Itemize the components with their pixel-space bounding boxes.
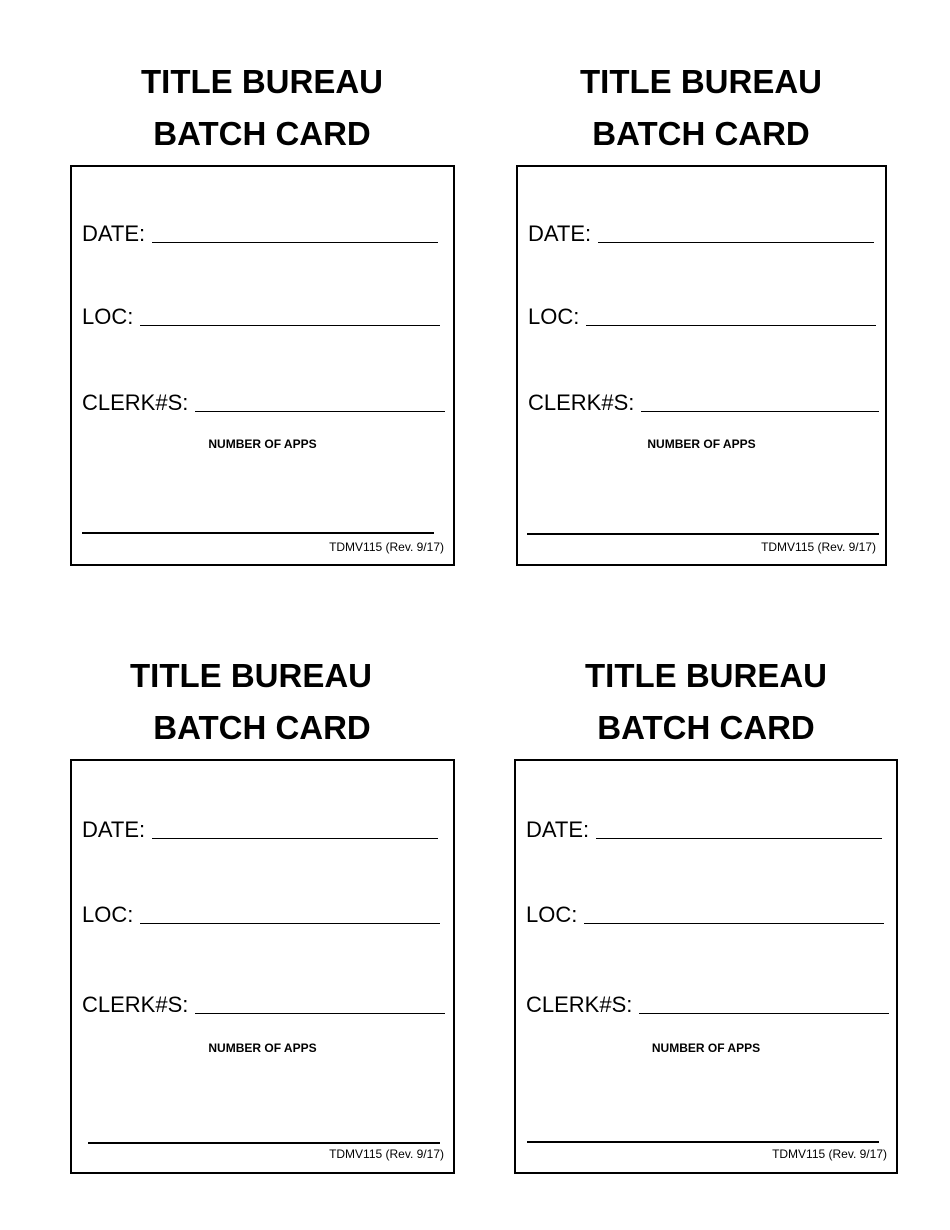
date-field[interactable] xyxy=(526,817,882,843)
clerk-field[interactable] xyxy=(528,390,879,416)
loc-field[interactable] xyxy=(526,902,884,928)
apps-signature-line[interactable] xyxy=(527,533,879,535)
clerk-label: CLERK#S: xyxy=(82,992,189,1017)
clerk-label: CLERK#S: xyxy=(528,390,635,415)
clerk-line[interactable] xyxy=(639,997,889,1014)
date-field[interactable] xyxy=(82,221,438,247)
title-line-1: TITLE BUREAU xyxy=(580,63,822,100)
title-line-1: TITLE BUREAU xyxy=(585,657,827,694)
loc-label: LOC: xyxy=(526,902,578,927)
title-line-2: BATCH CARD xyxy=(597,709,815,746)
number-of-apps-label: NUMBER OF APPS xyxy=(651,1041,761,1055)
card-box xyxy=(516,165,887,566)
date-field[interactable] xyxy=(82,817,438,843)
clerk-field[interactable] xyxy=(526,992,889,1018)
apps-signature-line[interactable] xyxy=(82,532,434,534)
form-id: TDMV115 (Rev. 9/17) xyxy=(772,1147,887,1161)
clerk-label: CLERK#S: xyxy=(82,390,189,415)
apps-signature-line[interactable] xyxy=(527,1141,879,1143)
form-id: TDMV115 (Rev. 9/17) xyxy=(329,540,444,554)
date-label: DATE: xyxy=(82,221,146,246)
title-line-1: TITLE BUREAU xyxy=(141,63,383,100)
date-field[interactable] xyxy=(528,221,874,247)
date-line[interactable] xyxy=(596,822,882,839)
loc-label: LOC: xyxy=(82,304,134,329)
loc-label: LOC: xyxy=(82,902,134,927)
loc-field[interactable] xyxy=(82,902,440,928)
form-id: TDMV115 (Rev. 9/17) xyxy=(761,540,876,554)
loc-line[interactable] xyxy=(140,907,440,924)
title-line-2: BATCH CARD xyxy=(153,115,371,152)
title-line-2: BATCH CARD xyxy=(153,709,371,746)
date-label: DATE: xyxy=(528,221,592,246)
title-line-2: BATCH CARD xyxy=(592,115,810,152)
number-of-apps-label: NUMBER OF APPS xyxy=(208,437,317,451)
loc-field[interactable] xyxy=(82,304,440,330)
clerk-line[interactable] xyxy=(195,997,445,1014)
card-box xyxy=(70,165,455,566)
form-id: TDMV115 (Rev. 9/17) xyxy=(329,1147,444,1161)
loc-line[interactable] xyxy=(584,907,884,924)
card-title xyxy=(70,56,454,160)
number-of-apps-label: NUMBER OF APPS xyxy=(647,437,756,451)
clerk-line[interactable] xyxy=(641,395,879,412)
card-box xyxy=(70,759,455,1174)
number-of-apps-label: NUMBER OF APPS xyxy=(208,1041,317,1055)
clerk-line[interactable] xyxy=(195,395,445,412)
apps-signature-line[interactable] xyxy=(88,1142,440,1144)
clerk-label: CLERK#S: xyxy=(526,992,633,1017)
clerk-field[interactable] xyxy=(82,992,445,1018)
clerk-field[interactable] xyxy=(82,390,445,416)
date-label: DATE: xyxy=(82,817,146,842)
card-box xyxy=(514,759,898,1174)
loc-label: LOC: xyxy=(528,304,580,329)
loc-line[interactable] xyxy=(586,309,876,326)
date-line[interactable] xyxy=(152,226,438,243)
date-label: DATE: xyxy=(526,817,590,842)
loc-field[interactable] xyxy=(528,304,876,330)
loc-line[interactable] xyxy=(140,309,440,326)
date-line[interactable] xyxy=(152,822,438,839)
card-title xyxy=(70,650,454,754)
title-line-1: TITLE BUREAU xyxy=(130,657,372,694)
date-line[interactable] xyxy=(598,226,874,243)
card-title xyxy=(514,650,898,754)
card-title xyxy=(516,56,886,160)
